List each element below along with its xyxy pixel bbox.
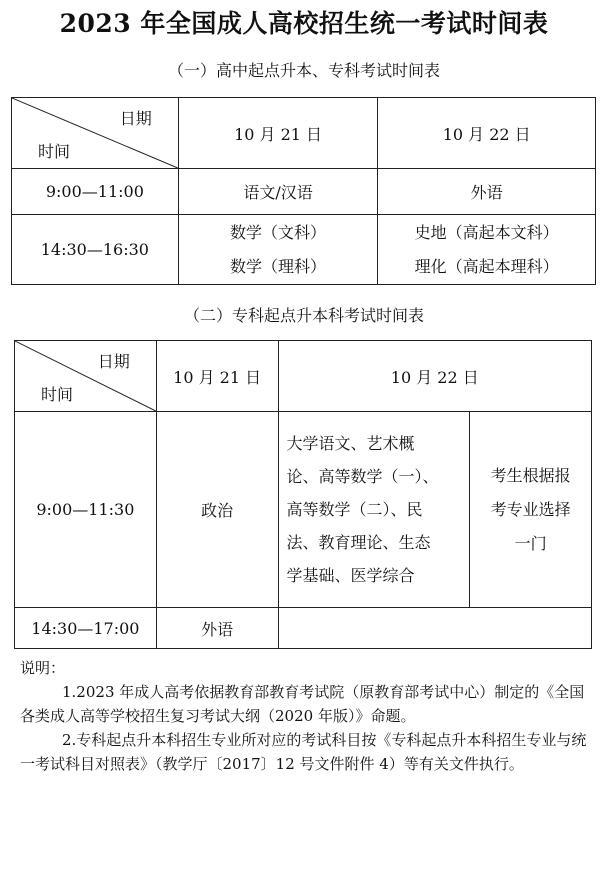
table-row (15, 608, 592, 649)
time-cell: 9:00—11:00 (12, 169, 179, 215)
table-row (12, 215, 596, 285)
diagonal-line (15, 341, 156, 411)
table-row (15, 412, 592, 608)
subject-line: 史地（高起本文科） (414, 222, 559, 242)
time-cell: 9:00—11:30 (15, 412, 157, 608)
time-cell: 14:30—17:00 (15, 608, 157, 649)
table2-diagonal-header-cell (15, 341, 157, 412)
subject-cell: 外语 (378, 169, 596, 215)
date-label: 日期 (119, 109, 152, 128)
subject-cell: 外语 (156, 608, 278, 649)
table1-header-row (12, 98, 596, 169)
table1-diagonal-header-cell (12, 98, 179, 169)
choice-note-cell (470, 412, 592, 608)
note-item-2: 2.专科起点升本科招生专业所对应的考试科目按《专科起点升本科招生专业与统一考试科目对照表》（教学厅〔2017〕12 号文件附件 4）等有关文件执行。 (20, 731, 587, 773)
subject-line: 高等数学（二）、民 (286, 500, 423, 519)
table2-header-date1: 10 月 21 日 (156, 341, 278, 412)
time-label: 时间 (41, 385, 74, 404)
subject-cell (178, 215, 378, 285)
diagonal-line (12, 98, 178, 168)
section2-subtitle: （二）专科起点升本科考试时间表 (183, 306, 424, 325)
subject-line: 理化（高起本理科） (414, 256, 559, 276)
schedule-table-2 (14, 340, 592, 649)
subject-line: 学基础、医学综合 (286, 566, 415, 585)
section1-subtitle: （一）高中起点升本、专科考试时间表 (167, 61, 440, 80)
subject-cell (378, 215, 596, 285)
note-item-1: 1.2023 年成人高考依据教育部教育考试院（原教育部考试中心）制定的《全国各类成人高等学校招生复习考试大纲（2020 年版）》命题。 (20, 683, 585, 725)
subject-line: 大学语文、艺术概 (286, 434, 415, 453)
subject-line: 论、高等数学（一）、 (286, 467, 439, 486)
date-label: 日期 (97, 352, 130, 371)
page-title: 2023 年全国成人高校招生统一考试时间表 (59, 9, 549, 38)
note-line: 考生根据报 (490, 465, 571, 485)
subject-line: 法、教育理论、生态 (286, 533, 431, 552)
schedule-table-1 (11, 97, 596, 285)
empty-cell (278, 608, 591, 649)
note-line: 一门 (514, 533, 547, 553)
subject-cell: 语文/汉语 (178, 169, 378, 215)
subject-line: 数学（理科） (230, 256, 327, 276)
notes-heading: 说明： (20, 659, 66, 677)
table2-header-row (15, 341, 592, 412)
time-cell: 14:30—16:30 (12, 215, 179, 285)
table1-header-date2: 10 月 22 日 (378, 98, 596, 169)
subject-list-cell (278, 412, 470, 608)
note-line: 考专业选择 (490, 499, 571, 519)
subject-line: 数学（文科） (230, 222, 327, 242)
time-label: 时间 (38, 142, 71, 161)
table-row (12, 169, 596, 215)
table2-header-date2: 10 月 22 日 (278, 341, 591, 412)
table1-header-date1: 10 月 21 日 (178, 98, 378, 169)
subject-cell: 政治 (156, 412, 278, 608)
notes-block (20, 656, 588, 776)
